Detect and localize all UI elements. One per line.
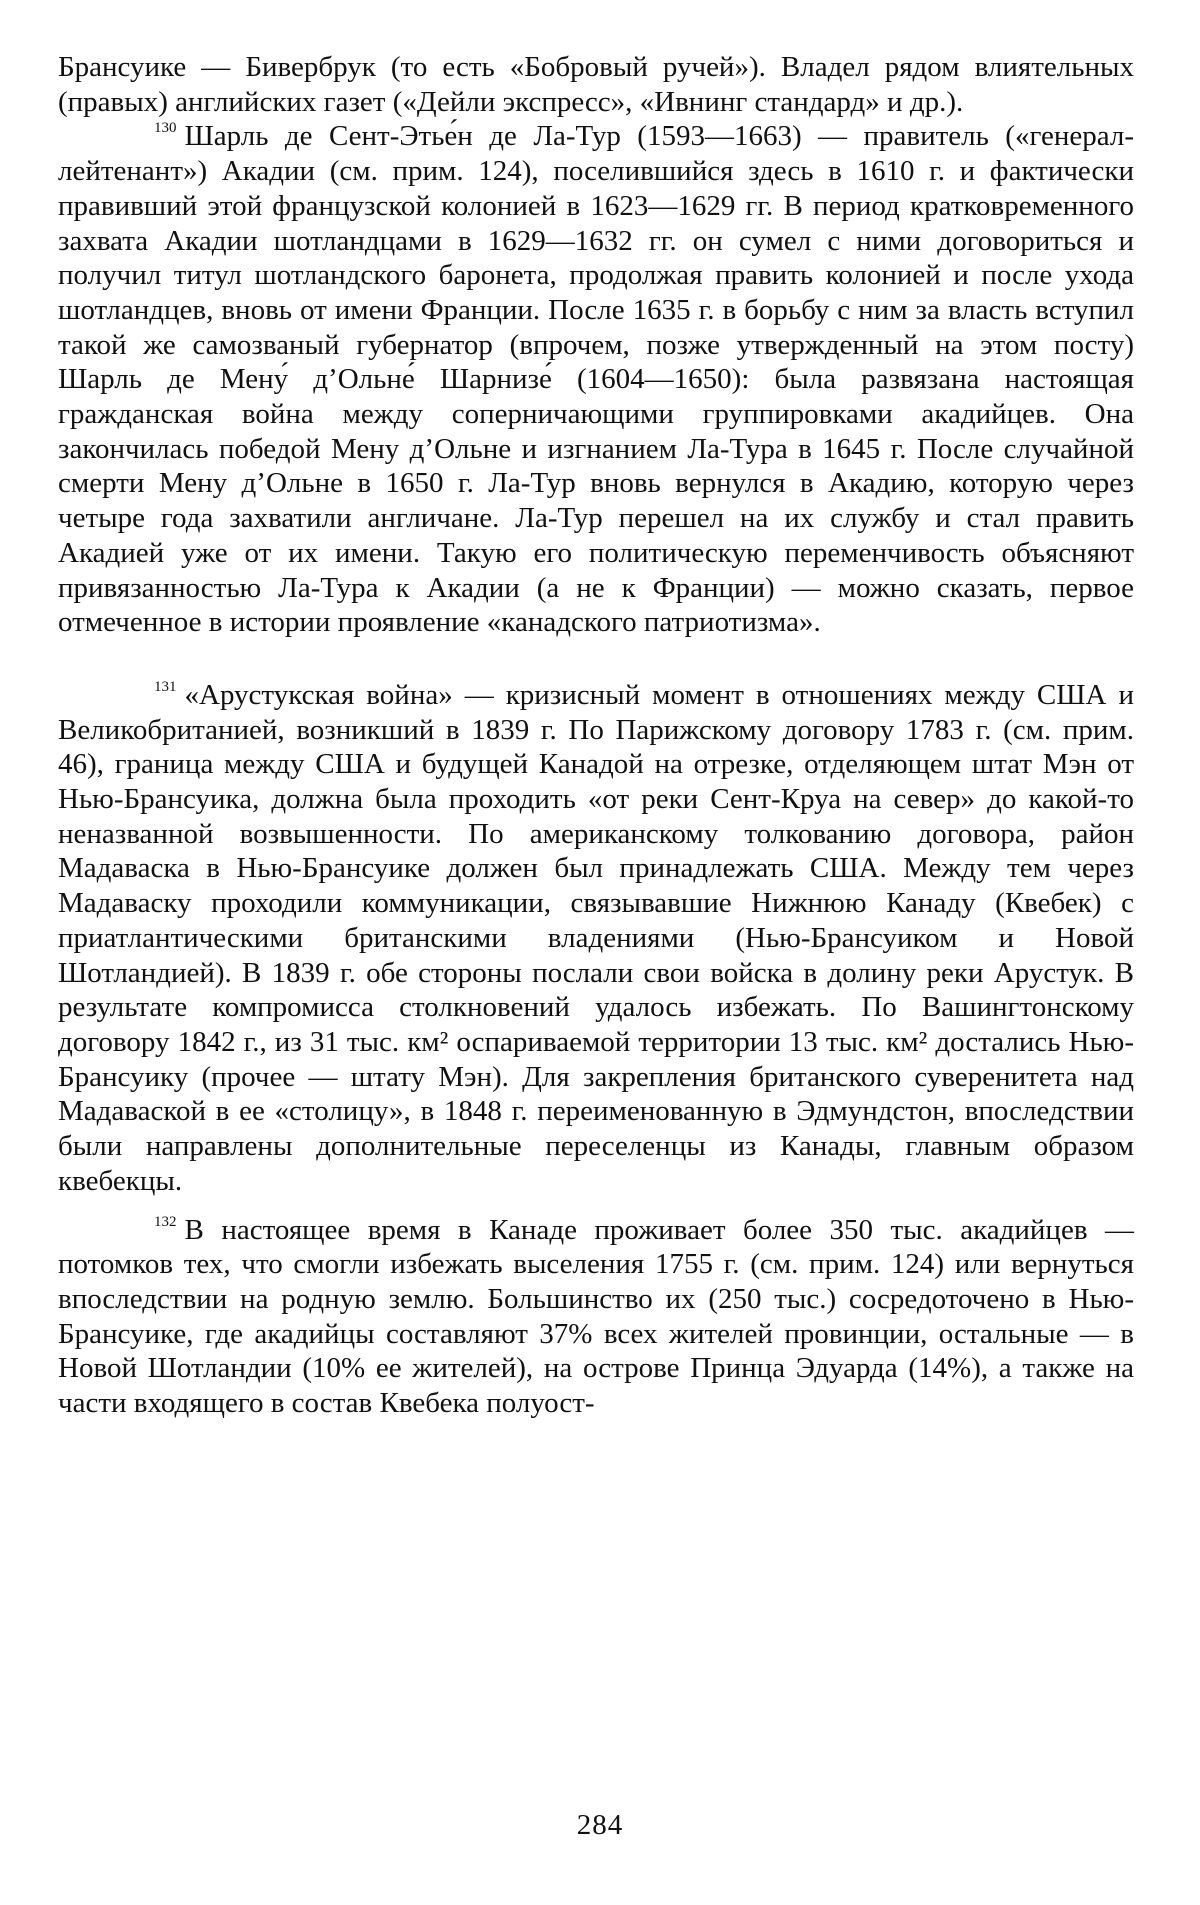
note-text: Шарль де Сент-Этье́н де Ла-Тур (1593—1663) — правитель («генерал-лейтенант») Акадии (см. прим. 124), поселившийся здесь в 1610 г. и фактически правивший этой французской колонией в 1623—1629 гг. В период кратковременного захвата Акадии шотландцами в 1629—1632 гг. он сумел с ними договориться и получил титул шотландского баронета, продолжая править колонией и после ухода шотландцев, вновь от имени Франции. После 1635 г. в борьбу с ним за власть вступил такой же самозваный губернатор (впрочем, позже утвержденный на этом посту) Шарль де Мену́ д’Ольне́ Шарнизе́ (1604—1650): была развязана настоящая гражданская война между соперничающими группировками акадийцев. Она закончилась победой Мену д’Ольне и изгнанием Ла-Тура в 1645 г. После случайной смерти Мену д’Ольне в 1650 г. Ла-Тур вновь вернулся в Акадию, которую через четыре года захватили англичане. Ла-Тур перешел на их службу и стал править Акадией уже от их имени. Такую его политическую переменчивость объясняют привязанностью Ла-Тура к Акадии (а не к Франции) — можно сказать, первое отмеченное в истории проявление «канадского патриотизма». xyxy=(58,120,1134,639)
page-number: 284 xyxy=(576,1809,624,1841)
continued-note-text xyxy=(58,50,1134,119)
note-131 xyxy=(58,678,1134,1199)
note-number: 130 xyxy=(154,120,177,137)
note-number: 131 xyxy=(154,678,177,695)
continued-note-body: Брансуике — Бивербрук (то есть «Бобровый ручей»). Владел рядом влиятельных (правых) английских газет («Дейли экспресс», «Ивнинг стандард» и др.). xyxy=(58,51,1134,118)
note-number: 132 xyxy=(154,1213,177,1230)
note-130 xyxy=(58,119,1134,640)
note-132 xyxy=(58,1213,1134,1421)
notes-column xyxy=(58,50,1134,1421)
note-text: В настоящее время в Канаде проживает более 350 тыс. акадийцев — потомков тех, что смогли избежать выселения 1755 г. (см. прим. 124) или вернуться впоследствии на родную землю. Большинство их (250 тыс.) сосредоточено в Нью-Брансуике, где акадийцы составляют 37% всех жителей провинции, остальные — в Новой Шотландии (10% ее жителей), на острове Принца Эдуарда (14%), а также на части входящего в состав Квебека полуост- xyxy=(58,1213,1134,1420)
note-text: «Арустукская война» — кризисный момент в отношениях между США и Великобританией, возникший в 1839 г. По Парижскому договору 1783 г. (см. прим. 46), граница между США и будущей Канадой на отрезке, отделяющем штат Мэн от Нью-Брансуика, должна была проходить «от реки Сент-Круа на север» до какой-то неназванной возвышенности. По американскому толкованию договора, район Мадаваска в Нью-Брансуике должен был принадлежать США. Между тем через Мадаваску проходили коммуникации, связывавшие Нижнюю Канаду (Квебек) с приатлантическими британскими владениями (Нью-Брансуиком и Новой Шотландией). В 1839 г. обе стороны послали свои войска в долину реки Арустук. В результате компромисса столкновений удалось избежать. По Вашингтонскому договору 1842 г., из 31 тыс. км² оспариваемой территории 13 тыс. км² достались Нью-Брансуику (прочее — штату Мэн). Для закрепления британского суверенитета над Мадаваской в ее «столицу», в 1848 г. переименованную в Эдмундстон, впоследствии были направлены дополнительные переселенцы из Канады, главным образом квебекцы. xyxy=(58,678,1134,1197)
